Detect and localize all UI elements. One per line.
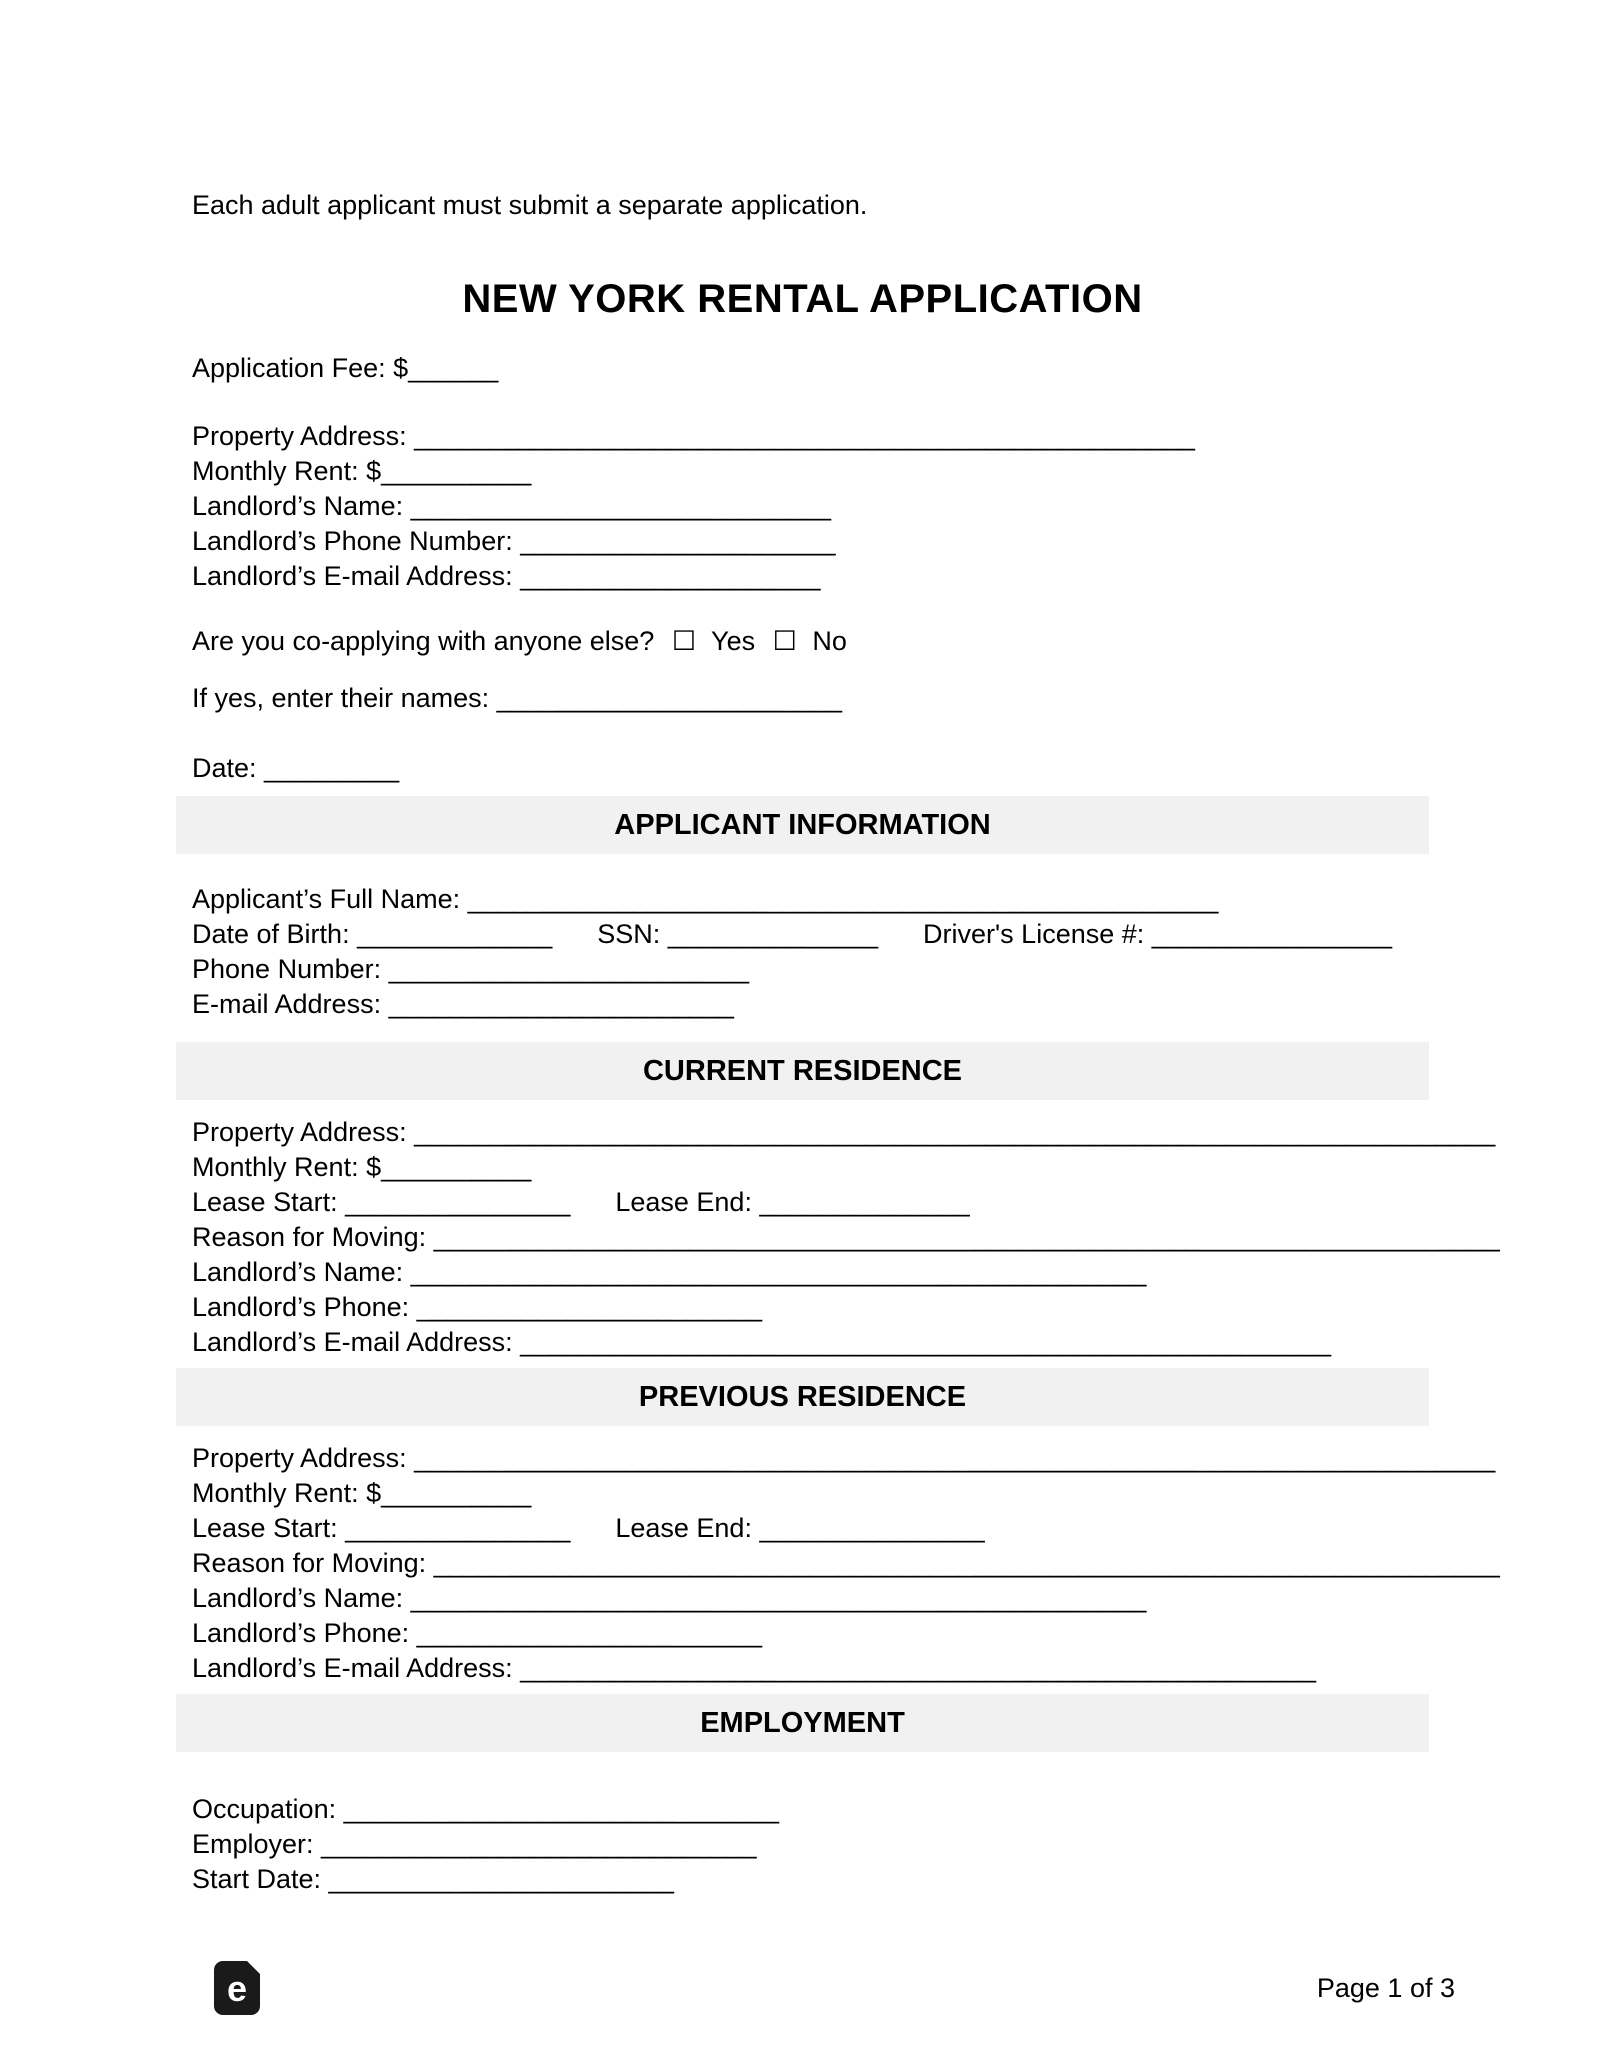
lease-end-field: Lease End: ______________ (615, 1187, 970, 1217)
section-header-previous-residence (176, 1368, 1429, 1426)
section-header-label: EMPLOYMENT (700, 1706, 905, 1739)
landlord-name-line: Landlord’s Name: ____________________________ (192, 491, 832, 521)
employment-block (176, 1792, 1429, 1897)
date-of-birth-field: Date of Birth: _____________ (192, 919, 553, 949)
dob-ssn-license-line (192, 917, 1429, 952)
section-header-label: APPLICANT INFORMATION (614, 808, 991, 841)
previous-landlord-phone-line: Landlord’s Phone: _______________________ (192, 1618, 763, 1648)
date-line: Date: _________ (192, 753, 400, 783)
current-landlord-email-line: Landlord’s E-mail Address: ______________________________________________________ (192, 1327, 1332, 1357)
lease-start-field: Lease Start: _______________ (192, 1187, 571, 1217)
co-applying-line (192, 624, 1429, 659)
page-fold-icon (247, 1961, 260, 1974)
ssn-field: SSN: ______________ (597, 919, 879, 949)
applicant-phone-line: Phone Number: ________________________ (192, 954, 749, 984)
previous-landlord-email-line: Landlord’s E-mail Address: _____________________________________________________ (192, 1653, 1317, 1683)
yes-label: Yes (711, 626, 756, 656)
property-address-line: Property Address: ____________________________________________________ (192, 421, 1195, 451)
page-footer (214, 1961, 1455, 2015)
no-checkbox-icon[interactable]: ☐ (772, 626, 797, 656)
applicant-information-block (176, 882, 1429, 1022)
yes-checkbox-icon[interactable]: ☐ (671, 626, 697, 656)
previous-monthly-rent-line: Monthly Rent: $__________ (192, 1478, 532, 1508)
previous-lease-dates-line (192, 1511, 1429, 1546)
current-property-address-line: Property Address: ________________________________________________________________________ (192, 1117, 1496, 1147)
landlord-email-line: Landlord’s E-mail Address: ____________________ (192, 561, 821, 591)
no-label: No (812, 626, 847, 656)
lease-start-field: Lease Start: _______________ (192, 1513, 571, 1543)
lease-end-field: Lease End: _______________ (615, 1513, 985, 1543)
current-reason-moving-line: Reason for Moving: _______________________________________________________________________ (192, 1222, 1500, 1252)
start-date-line: Start Date: _______________________ (192, 1864, 674, 1894)
applicant-full-name-line: Applicant’s Full Name: __________________________________________________ (192, 884, 1219, 914)
rental-property-block (176, 419, 1429, 594)
previous-property-address-line: Property Address: ________________________________________________________________________ (192, 1443, 1496, 1473)
monthly-rent-line: Monthly Rent: $__________ (192, 456, 532, 486)
drivers-license-field: Driver's License #: ________________ (923, 919, 1393, 949)
application-fee-line: Application Fee: $______ (192, 353, 499, 383)
landlord-phone-line: Landlord’s Phone Number: _____________________ (192, 526, 836, 556)
previous-landlord-name-line: Landlord’s Name: _________________________________________________ (192, 1583, 1147, 1613)
section-header-employment (176, 1694, 1429, 1752)
occupation-line: Occupation: _____________________________ (192, 1794, 780, 1824)
page-title: NEW YORK RENTAL APPLICATION (462, 277, 1143, 321)
section-header-current-residence (176, 1042, 1429, 1100)
applicant-email-line: E-mail Address: _______________________ (192, 989, 734, 1019)
current-lease-dates-line (192, 1185, 1429, 1220)
intro-note: Each adult applicant must submit a separate application. (192, 190, 868, 220)
current-landlord-name-line: Landlord’s Name: _________________________________________________ (192, 1257, 1147, 1287)
section-header-label: CURRENT RESIDENCE (642, 1054, 963, 1087)
co-applicant-names-line: If yes, enter their names: _______________________ (192, 683, 843, 713)
current-monthly-rent-line: Monthly Rent: $__________ (192, 1152, 532, 1182)
page-number: Page 1 of 3 (1316, 1972, 1455, 2003)
previous-residence-block (176, 1441, 1500, 1686)
section-header-applicant-information (176, 796, 1429, 854)
logo-letter: e (226, 1967, 248, 2009)
previous-reason-moving-line: Reason for Moving: _______________________________________________________________________ (192, 1548, 1500, 1578)
section-header-label: PREVIOUS RESIDENCE (638, 1380, 967, 1413)
employer-line: Employer: _____________________________ (192, 1829, 757, 1859)
current-landlord-phone-line: Landlord’s Phone: _______________________ (192, 1292, 763, 1322)
eforms-logo-icon (214, 1961, 260, 2015)
co-applying-question: Are you co-applying with anyone else? (192, 626, 655, 656)
current-residence-block (176, 1115, 1500, 1360)
